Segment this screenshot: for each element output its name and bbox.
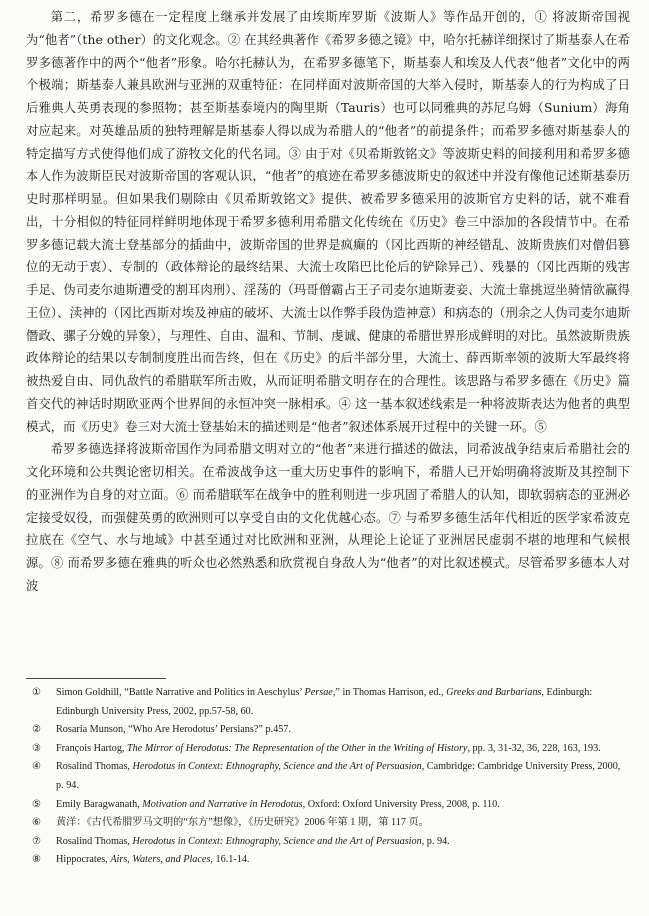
footnote-5 bbox=[26, 796, 630, 815]
footnote-separator bbox=[26, 678, 166, 679]
footnote-text-run: , Edinburgh: Edinburgh University Press, 2002, pp.57-58, 60. bbox=[56, 687, 593, 717]
footnote-text-run: Emily Baragwanath, bbox=[56, 798, 143, 810]
footnote-text-run: Hippocrates, bbox=[56, 854, 111, 866]
footnote-number: ① bbox=[32, 687, 42, 698]
footnote-text-run: , Oxford: Oxford University Press, 2008, p. 110. bbox=[302, 798, 500, 810]
footnote-italic-title: Greeks and Barbarians bbox=[446, 687, 542, 698]
footnote-text bbox=[56, 814, 630, 833]
footnote-italic-title: Airs, Waters, and Places bbox=[110, 854, 211, 866]
footnotes bbox=[26, 684, 630, 870]
footnote-text-run: Rosaria Munson, “Who Are Herodotus’ Persians?” p.457. bbox=[56, 724, 291, 736]
footnote-italic-title: Persae bbox=[304, 687, 333, 698]
footnote-text-run: François Hartog, bbox=[56, 742, 128, 754]
footnote-text bbox=[56, 684, 630, 721]
footnote-text-run: , p. 94. bbox=[421, 835, 450, 847]
footnote-number: ⑧ bbox=[32, 854, 42, 866]
footnote-number: ③ bbox=[32, 742, 42, 754]
footnote-4 bbox=[26, 758, 630, 795]
footnote-text-run: , pp. 3, 31-32, 36, 228, 163, 193. bbox=[467, 742, 601, 754]
footnote-number: ⑥ bbox=[32, 817, 42, 829]
footnote-text bbox=[56, 796, 630, 815]
footnote-italic-title: Herodotus in Context: Ethnography, Science and the Art of Persuasion bbox=[132, 761, 422, 773]
footnote-6 bbox=[26, 814, 630, 833]
footnote-text bbox=[56, 740, 630, 759]
footnote-italic-title: Motivation and Narrative in Herodotus bbox=[142, 798, 303, 810]
footnote-3 bbox=[26, 740, 630, 759]
footnote-8 bbox=[26, 851, 630, 870]
footnote-text-run: , Cambridge: Cambridge University Press, 2000, p. 94. bbox=[56, 761, 621, 791]
paragraph-2: 希罗多德选择将波斯帝国作为同希腊文明对立的“他者”来进行描述的做法，同希波战争结束后希腊社会的文化环境和公共舆论密切相关。在希波战争这一重大历史事件的影响下，希腊人已开始明确将波斯及其控制下的亚洲作为自身的对立面。⑥ 而希腊联军在战争中的胜利则进一步巩固了希腊人的认知，即软弱病态的亚洲必定接受奴役，而强健英勇的欧洲则可以享受自由的文化优越心态。⑦ 与希罗多德生活年代相近的医学家希波克拉底在《空气、水与地域》中甚至通过对比欧洲和亚洲，从理论上论证了亚洲居民虚弱不堪的地理和气候根源。⑧ 而希罗多德在雅典的听众也必然熟悉和欣赏视自身敌人为“他者”的对比叙述模式。尽管希罗多德本人对波 bbox=[26, 442, 630, 593]
footnote-number: ④ bbox=[32, 761, 42, 773]
paragraph-1: 第二，希罗多德在一定程度上继承并发展了由埃斯库罗斯《波斯人》等作品开创的，① 将波斯帝国视为“他者”（the other）的文化观念。② 在其经典著作《希罗多德之镜》中，哈尔托赫详细探讨了斯基泰人在希罗多德著作中的两个“他者”形象。哈尔托赫认为，在希罗多德笔下，斯基泰人和埃及人代表“他者”文化中的两个极端；斯基泰人兼具欧洲与亚洲的双重特征：在同样面对波斯帝国的大举入侵时，斯基泰人的行为构成了日后雅典人英勇表现的参照物；甚至斯基泰境内的陶里斯（Tauris）也可以同雅典的苏尼乌姆（Sunium）海角对应起来。对英雄品质的独特理解是斯基泰人得以成为希腊人的“他者”的前提条件；而希罗多德对斯基泰人的特定描写方式使得他们成了游牧文化的代名词。③ 由于对《贝希斯敦铭文》等波斯史料的间接利用和希罗多德本人作为波斯臣民对波斯帝国的客观认识，“他者”的痕迹在希罗多德波斯史的叙述中并没有像他记述斯基泰历史时那样明显。但如果我们剔除由《贝希斯敦铭文》提供、被希罗多德采用的波斯官方史料的话，就不难看出，十分相似的特征同样鲜明地体现于希罗多德利用希腊文化传统在《历史》卷三中添加的各段情节中。在希罗多德记载大流士登基部分的插曲中，波斯帝国的世界是疯癫的（冈比西斯的神经错乱、波斯贵族们对僧侣篡位的无动于衷）、专制的（政体辩论的最终结果、大流士攻陷巴比伦后的铲除异己）、残暴的（冈比西斯的残害手足、伪司麦尔迪斯遭受的割耳肉刑）、淫荡的（玛哥僧霸占王子司麦尔迪斯妻妾、大流士靠挑逗坐骑情欲赢得王位）、渎神的（冈比西斯对埃及神庙的破坏、大流士以作弊手段伪造神意）和病态的（刑余之人伪司麦尔迪斯僭政、骡子分娩的异象），与理性、自由、温和、节制、虔诚、健康的希腊世界形成鲜明的对比。虽然波斯贵族政体辩论的结果以专制制度胜出而告终，但在《历史》的后半部分里，大流士、薛西斯率领的波斯大军最终将被热爱自由、同仇敌忾的希腊联军所击败，从而证明希腊文明存在的合理性。该思路与希罗多德在《历史》篇首交代的神话时期欧亚两个世界间的永恒冲突一脉相承。④ 这一基本叙述线索是一种将波斯表达为他者的典型模式，而《历史》卷三对大流士登基始末的描述则是“他者”叙述体系展开过程中的关键一环。⑤ bbox=[26, 10, 630, 434]
footnote-text-run: Rosalind Thomas, bbox=[56, 761, 133, 773]
footnote-7 bbox=[26, 833, 630, 852]
footnote-text bbox=[56, 721, 630, 740]
footnote-2 bbox=[26, 721, 630, 740]
footnote-text-run: Rosalind Thomas, bbox=[56, 835, 133, 847]
footnote-italic-title: The Mirror of Herodotus: The Representation of the Other in the Writing of History bbox=[127, 742, 468, 754]
footnote-number: ⑤ bbox=[32, 798, 42, 810]
footnote-number: ⑦ bbox=[32, 835, 42, 847]
footnote-text bbox=[56, 833, 630, 852]
footnote-text-run: ,” in Thomas Harrison, ed., bbox=[332, 687, 447, 698]
footnote-text-run: Simon Goldhill, “Battle Narrative and Politics in Aeschylus’ bbox=[56, 687, 305, 698]
footnote-text-run: , 16.1-14. bbox=[210, 854, 250, 866]
footnote-text bbox=[56, 851, 630, 870]
footnote-text-run: 黄洋：《古代希腊罗马文明的“东方”想像》，《历史研究》2006 年第 1 期，第 117 页。 bbox=[56, 817, 429, 829]
footnote-1 bbox=[26, 684, 630, 721]
footnote-number: ② bbox=[32, 724, 42, 736]
footnote-text bbox=[56, 758, 630, 795]
footnote-italic-title: Herodotus in Context: Ethnography, Science and the Art of Persuasion bbox=[132, 835, 422, 847]
main-text bbox=[26, 6, 630, 598]
